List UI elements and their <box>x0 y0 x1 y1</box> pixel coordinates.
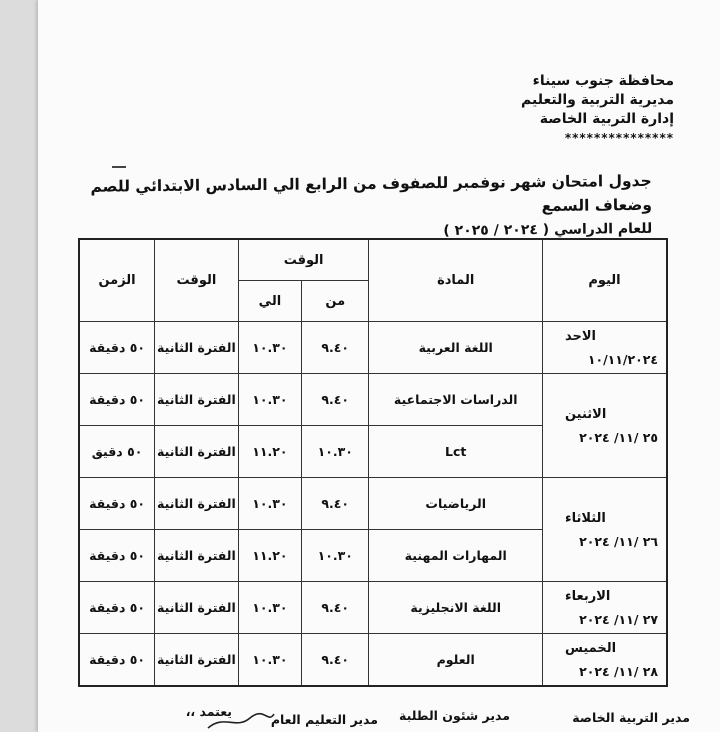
header-day: اليوم <box>542 239 667 322</box>
day-name: الاحد <box>564 328 596 344</box>
to-time-cell: ١٠.٣٠ <box>238 582 301 634</box>
subject-cell: Lct <box>369 426 543 478</box>
to-time-cell: ١٠.٣٠ <box>238 374 301 426</box>
period-cell: الفترة الثانية <box>155 374 239 426</box>
day-date: ٢٧ /١١/ ٢٠٢٤ <box>579 611 658 627</box>
header-time: الوقت <box>238 239 369 281</box>
pen-mark <box>112 166 126 168</box>
to-time-cell: ١١.٢٠ <box>238 530 301 582</box>
from-time-cell: ٩.٤٠ <box>302 634 369 687</box>
day-cell <box>542 478 667 582</box>
duration-cell: ٥٠ دقيقة <box>79 374 155 426</box>
header-period: الوقت <box>155 239 239 322</box>
day-cell <box>542 582 667 634</box>
to-time-cell: ١١.٢٠ <box>238 426 301 478</box>
from-time-cell: ١٠.٣٠ <box>302 530 369 582</box>
from-time-cell: ٩.٤٠ <box>302 374 369 426</box>
from-time-cell: ٩.٤٠ <box>302 478 369 530</box>
signature-scribble <box>206 710 276 732</box>
governorate-name: محافظة جنوب سيناء <box>532 73 674 89</box>
stars-divider: *************** <box>564 131 674 145</box>
day-date: ٢٨ /١١/ ٢٠٢٤ <box>579 663 658 679</box>
day-name: الثلاثاء <box>564 510 606 526</box>
day-cell <box>542 322 667 374</box>
duration-cell: ٥٠ دقيقة <box>79 322 155 374</box>
day-name: الاربعاء <box>564 588 611 604</box>
table-row <box>79 582 667 634</box>
from-time-cell: ٩.٤٠ <box>302 582 369 634</box>
subject-cell: الرياضيات <box>369 478 543 530</box>
duration-cell: ٥٠ دقيقة <box>79 634 155 687</box>
day-cell <box>542 634 667 687</box>
day-date: ٢٦ /١١/ ٢٠٢٤ <box>579 533 658 549</box>
table-row <box>79 374 667 426</box>
header-duration: الزمن <box>79 239 155 322</box>
day-cell <box>542 374 667 478</box>
day-date: ١٠/١١/٢٠٢٤ <box>587 351 658 367</box>
period-cell: الفترة الثانية <box>155 322 239 374</box>
subject-cell: الدراسات الاجتماعية <box>369 374 543 426</box>
day-name: الخميس <box>564 640 617 656</box>
table-row <box>79 478 667 530</box>
from-time-cell: ١٠.٣٠ <box>302 426 369 478</box>
day-name: الاثنين <box>564 406 607 422</box>
to-time-cell: ١٠.٣٠ <box>238 322 301 374</box>
period-cell: الفترة الثانية <box>155 426 239 478</box>
exam-schedule-table <box>78 238 668 687</box>
period-cell: الفترة الثانية <box>155 478 239 530</box>
period-cell: الفترة الثانية <box>155 582 239 634</box>
duration-cell: ٥٠ دقيقة <box>79 478 155 530</box>
subject-cell: المهارات المهنية <box>369 530 543 582</box>
header-from: من <box>302 281 369 322</box>
day-date: ٢٥ /١١/ ٢٠٢٤ <box>579 429 658 445</box>
from-time-cell: ٩.٤٠ <box>302 322 369 374</box>
to-time-cell: ١٠.٣٠ <box>238 634 301 687</box>
period-cell: الفترة الثانية <box>155 634 239 687</box>
directorate-name: مديرية التربية والتعليم <box>521 92 674 108</box>
administration-name: إدارة التربية الخاصة <box>539 111 674 127</box>
letterhead <box>521 72 674 148</box>
subject-cell: اللغة الانجليزية <box>369 582 543 634</box>
duration-cell: ٥٠ دقيق <box>79 426 155 478</box>
subject-cell: العلوم <box>369 634 543 687</box>
document-title <box>52 169 653 247</box>
period-cell: الفترة الثانية <box>155 530 239 582</box>
duration-cell: ٥٠ دقيقة <box>79 530 155 582</box>
to-time-cell: ١٠.٣٠ <box>238 478 301 530</box>
subject-cell: اللغة العربية <box>369 322 543 374</box>
title-line-1: جدول امتحان شهر نوفمبر للصفوف من الرابع الي السادس الابتدائي للصم وضعاف السمع <box>90 171 653 216</box>
general-ed-director-label: مدير التعليم العام <box>270 712 378 727</box>
header-subject: المادة <box>369 239 543 322</box>
special-ed-director-label: مدير التربية الخاصة <box>572 710 690 725</box>
schedule-body <box>79 322 667 687</box>
table-row <box>79 322 667 374</box>
approved-label: يعتمد ،، <box>185 704 232 719</box>
title-line-2: للعام الدراسي ( ٢٠٢٤ / ٢٠٢٥ ) <box>443 220 653 240</box>
header-to: الي <box>238 281 301 322</box>
table-row <box>79 634 667 687</box>
student-affairs-director-label: مدير شئون الطلبة <box>399 708 510 723</box>
duration-cell: ٥٠ دقيقة <box>79 582 155 634</box>
